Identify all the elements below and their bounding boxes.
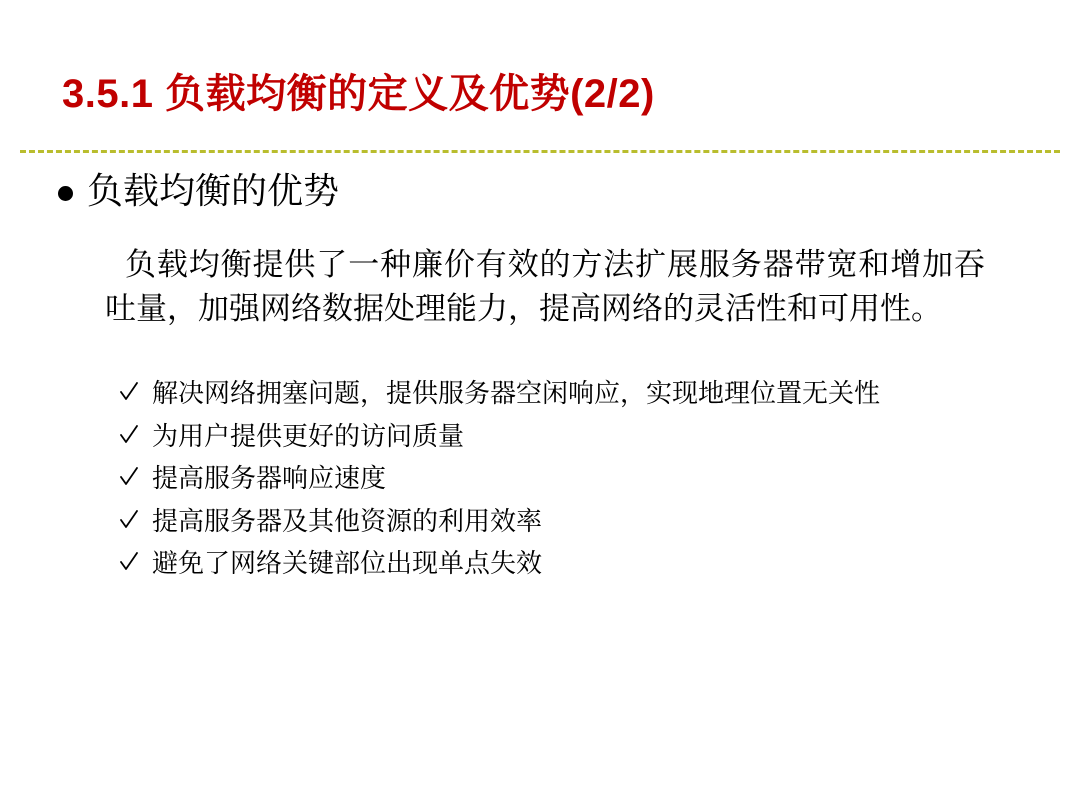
list-item [120, 421, 1020, 454]
list-item-label: 提高服务器响应速度 [152, 464, 387, 493]
page-title: 3.5.1 负载均衡的定义及优势(2/2) [62, 72, 655, 116]
list-item [120, 548, 1020, 581]
list-item-label: 避免了网络关键部位出现单点失效 [152, 549, 543, 578]
check-icon [120, 424, 138, 450]
list-item [120, 463, 1020, 496]
check-icon [120, 551, 138, 577]
list-item-label: 为用户提供更好的访问质量 [152, 421, 465, 451]
body-paragraph: 负载均衡提供了一种廉价有效的方法扩展服务器带宽和增加吞吐量，加强网络数据处理能力，提高网络的灵活性和可用性。 [105, 247, 985, 327]
list-item [120, 506, 1020, 539]
title-divider [20, 150, 1060, 153]
bullet-level1-label: 负载均衡的优势 [87, 171, 340, 211]
list-item-label: 提高服务器及其他资源的利用效率 [152, 506, 543, 536]
check-icon [120, 466, 138, 492]
bullet-dot-icon [58, 186, 73, 201]
check-list [120, 378, 1020, 591]
check-icon [120, 509, 138, 535]
list-item [120, 378, 1020, 411]
list-item-label: 解决网络拥塞问题，提供服务器空闲响应，实现地理位置无关性 [152, 379, 881, 408]
check-icon [120, 381, 138, 407]
bullet-level1 [58, 170, 339, 213]
